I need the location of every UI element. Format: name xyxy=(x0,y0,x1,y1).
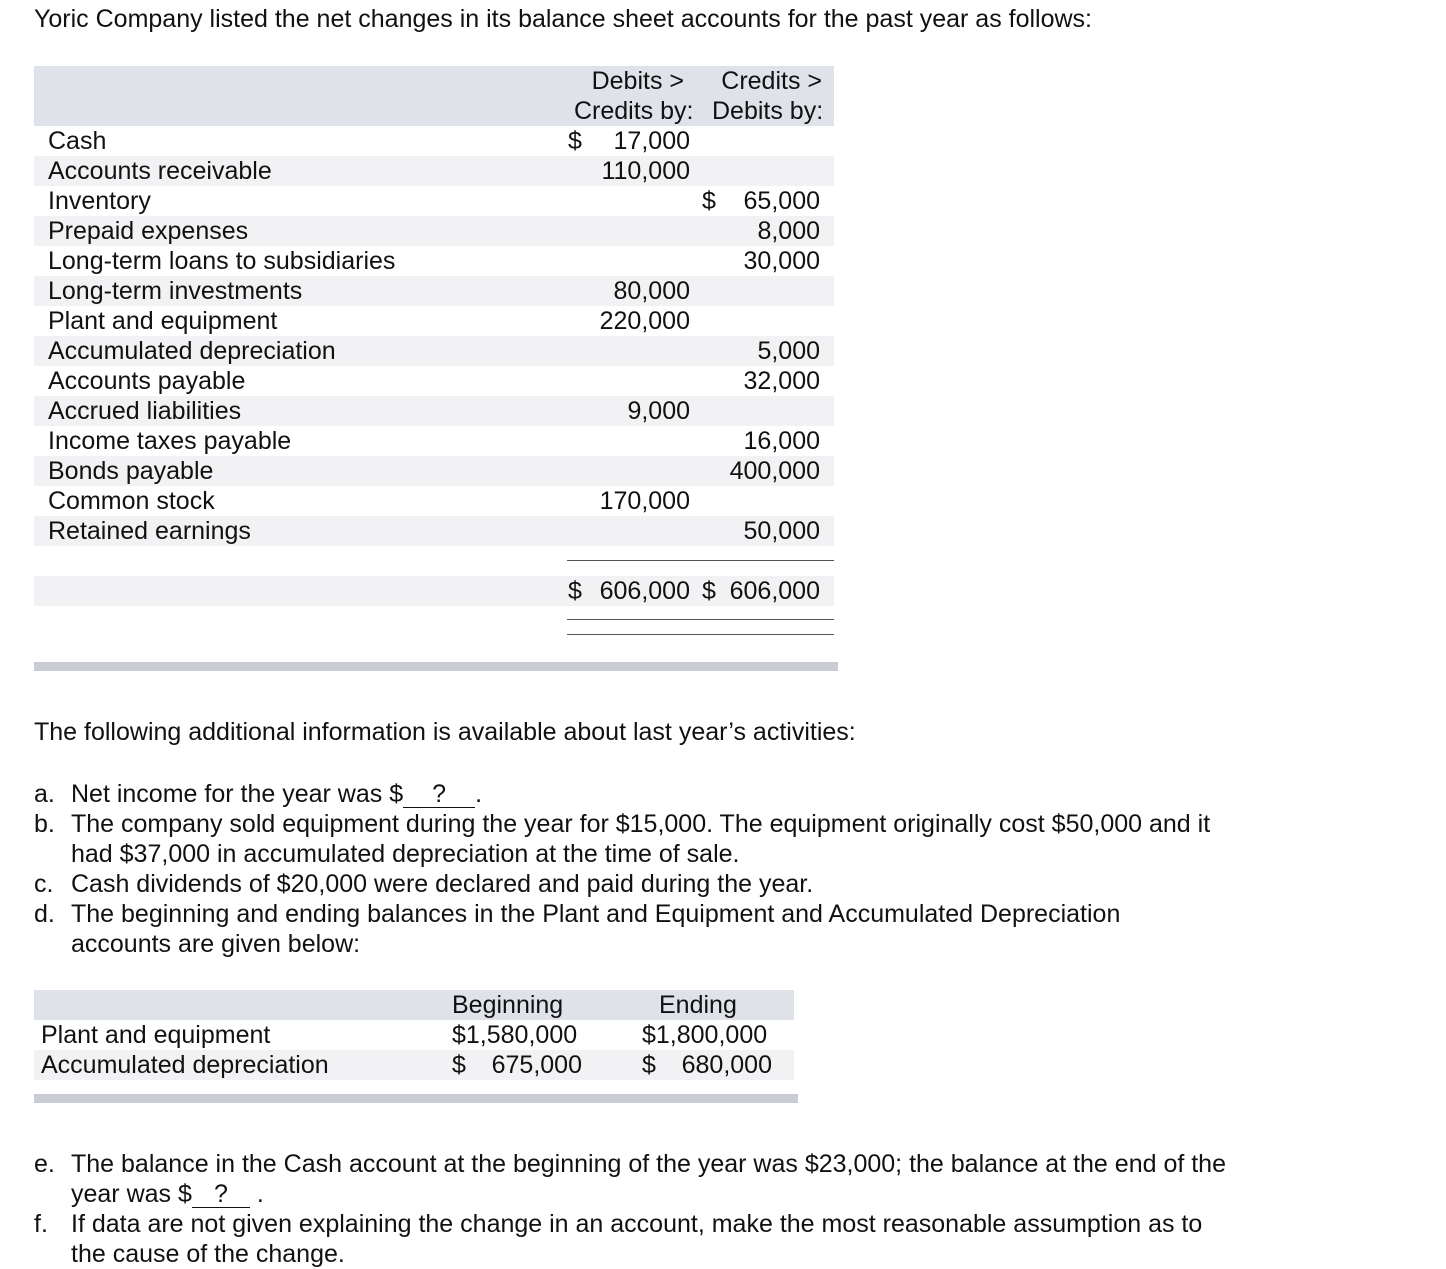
credits-header-line1: Credits > xyxy=(721,67,822,95)
total-debit: 606,000 xyxy=(599,577,690,605)
ending-header: Ending xyxy=(659,991,737,1019)
debits-header-line1: Debits > xyxy=(591,67,684,95)
table-row xyxy=(34,246,834,276)
debits-header-line2: Credits by: xyxy=(574,97,694,125)
table-row xyxy=(34,426,834,456)
account-label: Accounts receivable xyxy=(48,157,272,185)
account-label: Accounts payable xyxy=(48,367,246,395)
ending-cash-blank: ? xyxy=(192,1181,250,1208)
account-label: Bonds payable xyxy=(48,457,214,485)
table-row xyxy=(34,396,834,426)
balances-row-accum-dep: Accumulated depreciation $ 675,000 $ 680,000 xyxy=(34,1050,794,1080)
debit-amount: 80,000 xyxy=(613,277,690,305)
balances-row-plant: Plant and equipment $1,580,000 $1,800,000 xyxy=(41,1021,768,1049)
table-row xyxy=(34,486,834,516)
debit-amount: 9,000 xyxy=(627,397,690,425)
credits-header-line2: Debits by: xyxy=(712,97,824,125)
debit-amount: 17,000 xyxy=(613,127,690,155)
debit-amount: 170,000 xyxy=(599,487,690,515)
account-label: Income taxes payable xyxy=(48,427,292,455)
account-label: Cash xyxy=(48,127,107,155)
credit-amount: 30,000 xyxy=(743,247,820,275)
item-e: e. The balance in the Cash account at the beginning of the year was $23,000; the balance at the end of the year was $ ? . xyxy=(34,1150,1226,1208)
item-b: b. The company sold equipment during the year for $15,000. The equipment originally cost $50,000 and it had $37,000 in accumulated depreciation at the time of sale. xyxy=(34,810,1211,868)
account-label: Accumulated depreciation xyxy=(48,337,336,365)
account-label: Prepaid expenses xyxy=(48,217,249,245)
credit-amount: 50,000 xyxy=(743,517,820,545)
table-row xyxy=(34,516,834,546)
credit-amount: 16,000 xyxy=(743,427,820,455)
table-row xyxy=(34,306,834,336)
total-double-rule-top xyxy=(567,619,834,620)
table-row xyxy=(34,216,834,246)
balances-header xyxy=(34,990,794,1020)
section-divider-2 xyxy=(34,1094,798,1103)
credit-amount: 5,000 xyxy=(757,337,820,365)
account-label: Accrued liabilities xyxy=(48,397,242,425)
account-label: Plant and equipment xyxy=(48,307,278,335)
debit-amount: 220,000 xyxy=(599,307,690,335)
credit-amount: 65,000 xyxy=(743,187,820,215)
table-row xyxy=(34,126,834,156)
intro-text: Yoric Company listed the net changes in its balance sheet accounts for the past year as follows: xyxy=(34,5,1093,33)
balances-table xyxy=(34,990,794,1080)
section-divider xyxy=(34,662,838,671)
account-label: Common stock xyxy=(48,487,215,515)
credit-amount: 400,000 xyxy=(729,457,820,485)
table-row xyxy=(34,276,834,306)
item-f: f. If data are not given explaining the change in an account, make the most reasonable assumption as to the cause of the change. xyxy=(34,1210,1203,1268)
net-income-blank: ? xyxy=(403,781,475,808)
credit-amount: 32,000 xyxy=(743,367,820,395)
total-row xyxy=(34,576,834,606)
table-row xyxy=(34,366,834,396)
account-label: Retained earnings xyxy=(48,517,251,545)
item-c: c. Cash dividends of $20,000 were declared and paid during the year. xyxy=(34,870,814,898)
total-double-rule-bottom xyxy=(567,634,834,635)
total-debit-sign: $ xyxy=(568,577,582,605)
table-row xyxy=(34,456,834,486)
net-changes-table xyxy=(34,66,834,606)
additional-info-intro: The following additional information is available about last year’s activities: xyxy=(34,718,856,746)
beginning-header: Beginning xyxy=(452,991,564,1019)
account-label: Long-term loans to subsidiaries xyxy=(48,247,396,275)
account-label: Long-term investments xyxy=(48,277,303,305)
item-d: d. The beginning and ending balances in the Plant and Equipment and Accumulated Depreciation accounts are given below: xyxy=(34,900,1121,958)
debit-amount: 110,000 xyxy=(601,157,690,185)
credit-sign: $ xyxy=(702,187,716,215)
total-credit: 606,000 xyxy=(729,577,820,605)
table-row xyxy=(34,336,834,366)
account-label: Inventory xyxy=(48,187,151,215)
total-credit-sign: $ xyxy=(702,577,716,605)
item-a: a. Net income for the year was $ ? . xyxy=(34,780,483,808)
debit-sign: $ xyxy=(568,127,582,155)
table-row xyxy=(34,186,834,216)
table-header xyxy=(34,66,834,126)
subtotal-rule xyxy=(567,560,834,561)
credit-amount: 8,000 xyxy=(757,217,820,245)
table-row xyxy=(34,156,834,186)
